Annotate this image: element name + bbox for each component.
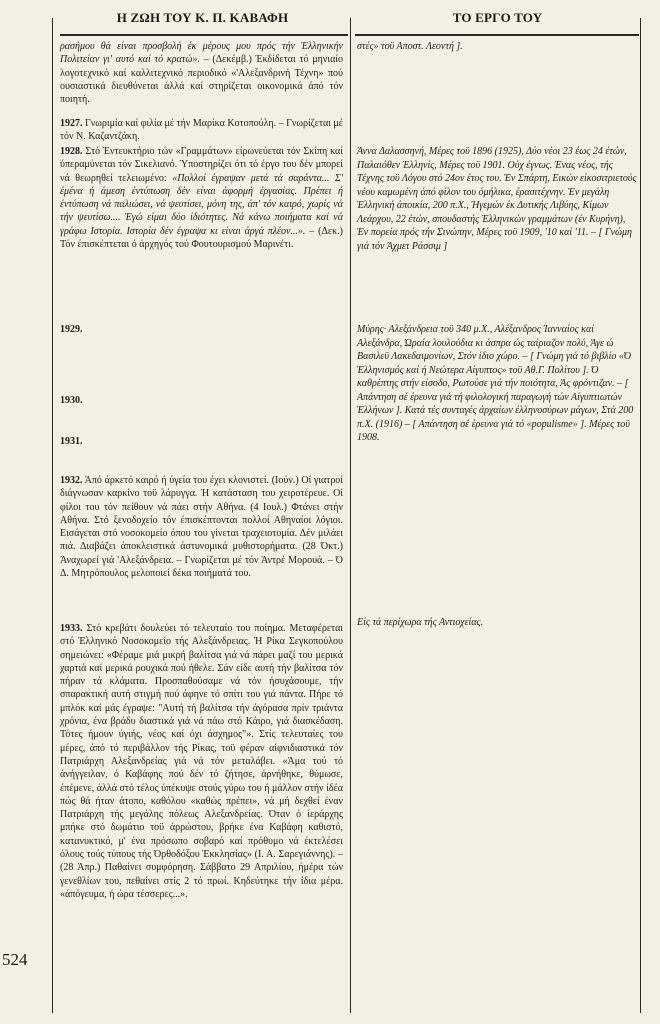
- works-text: Άννα Δαλασσηνή, Μέρες τοϋ 1896 (1925), Δύο νέοι 23 έως 24 έτών, Παλαιόθεν Έλληνίς, Μέρες τοϋ 1901. Ούχ έγνως. Ένας νέος, τής Τέχνης τοϋ Λόγου στό 24ον έτος του. Έν Σπάρτη, Εικών είκοσιτριετούς νέου καμωμένη άπό φίλον του όμήλικα, έρασιτέχνην. Έν μεγάλη Έλληνική άποικία, 200 π.Χ., Ήγεμών έκ Δυτικής Λιβύης, Κίμων Λεάρχου, 22 έτών, σπουδαστής Έλληνικών γραμμάτων (έν Κυρήνη), Έν πορεία πρός τήν Σινώπην, Μέρες τοϋ 1909, '10 καί '11. – [ Γνώμη γιά τόν Άχμετ Ράσσιμ ]: [357, 146, 637, 252]
- quote-text: «Πολλοί έγραψαν μετά τά σαράντα... Σ' έμένα ή άμεση έντύπωση δέν είναι άφορμή έργασίας. Πρέπει ή έντύπωση νά παλιώσει, νά ψευτίσει, μόνη της, άπ' τόν καιρό, χωρίς νά τήν ψευτίσω.... Έγώ είμαι δύο ίδιότητες. Νά κάνω ποιήματα καί νά γράφω Ιστορία. Ιστορία δέν έγραψα κι είναι άργά πλέον...».: [60, 172, 343, 237]
- works-entry-1926-cont: [357, 40, 637, 54]
- works-entry-1928: [357, 145, 637, 253]
- works-text: Είς τά περίχωρα τής Αντιοχείας.: [357, 617, 484, 628]
- entry-text: – (Δεκέμβ.) Έκδίδεται τό μηνιαίο λογοτεχνικό καί καλλιτεχνικό περιοδικό «'Αλεξανδρινή Τέχνη» πού ουσιαστικά διευθύνεται άλλά καί στηρίζεται οικονομικά άπό τόν ποιητή.: [60, 54, 343, 106]
- year-label: 1927.: [60, 118, 83, 129]
- works-entry-1933: [357, 616, 637, 630]
- works-entry-1929: [357, 323, 637, 445]
- entry-text: Άπό άρκετό καιρό ή ύγεία του έχει κλονιστεί. (Ιούν.) Οί γιατροί διάγνωσαν καρκίνο τοϋ λάρυγγα. Ή κατάσταση του χειροτέρευε. Οί φίλοι του τόν πείθουν νά πάει στήν Αθήνα. (4 Ιουλ.) Φτάνει στήν Αθήνα. Στό ξενοδοχείο τόν έπισκέπτονται πολλοί Αθηναίοι λόγιοι. Εισάγεται στό νοσοκομείο όπου του γίνεται τραχειοτομία. Δέν μιλάει πιά. Διαβάζει άποκλειστικά άστυνομικά μυθιστορήματα. (28 Όκτ.) Άναχωρεί γιά 'Αλεξάνδρεια. – Γνωρίζεται μέ τόν Άντρέ Μορουά. – Ό Δ. Μητρόπουλος μελοποιεί δέκα ποιήματά του.: [60, 475, 343, 580]
- entry-text: – (Δεκ.) Τόν έπισκέπτεται ό άρχηγός τού Φουτουρισμού Μαρινέτι.: [60, 225, 343, 251]
- entry-text: Στό κρεβάτι δουλεύει τό τελευταίο του ποίημα. Μεταφέρεται στό Έλληνικό Νοσοκομείο τής Αλεξάνδρειας. Ή Ρίκα Σεγκοπούλου σημειώνει: «Φέραμε μιά μικρή βαλίτσα γιά νά πάρει μαζί του μερικά χαρτιά καί μερικά ρουχικά πού ήθελε. Σάν είδε αυτή τήν βαλίτσα τόν πήραν τά κλάματα. Προσπαθούσαμε νά τόν ήσυχάσουμε, τήν σπαρακτική αυτή στιγμή πού άφηνε τό σπίτι του γιά πάντα. Πήρε τό μπλόκ καί μάς έγραψε: "Αυτή τή βαλίτσα τήν άγόρασα πρίν τριάντα χρόνια, ένα βράδυ διαστικά γιά νά πάω στό Κάιρο, γιά διασκέδαση. Τότες ήμουν ύγιής, νέος καί όχι άσχημος"». Στίς τελευταίες του μέρες, άπό τό περιβάλλον τής Ρίκας, τοϋ φέραν αίφνιδιαστικά τόν Πατριάρχη Αλεξανδρείας γιά νά τόν μεταλάβει. «Άμα τού τό άνήγγειλαν, ό Καβάφης πού δέν τό ζήτησε, άρνήθηκε, θύμωσε, έπέμενε, άλλά στό τέλος ύπέκυψε στούς γύρω του ή μάλλον στήν ίδέα πώς θά ήταν άτοπο, καθόλου «καθώς πρέπει», νά μή δεχθεί έναν Πατριάρχη τής μεγάλης πόλεως Αλεξανδρείας. Όταν ό ίεράρχης μπήκε στό δωμάτιο τοϋ άρρώστου, βρήκε ένα Καβάφη καθιστό, κατανυκτικό, μ' ένα πρόσωπο σοβαρό καί πρόθυμο νά έκτελέσει όλους τούς τύπους τής Όρθοδόξου Έκκλησίας» (Ι. Α. Σαρεγιάννης). – (28 Άπρ.) Παθαίνει συμφόρηση. Σάββατο 29 Απριλίου, ήμέρα τών γενεθλίων του, πεθαίνει στίς 2 τό πρωί. Κηδεύτηκε τήν ίδια μέρα. «άπόγευμα, ή ώρα τέσσερες...».: [60, 623, 343, 900]
- header-rule-right: [355, 34, 639, 36]
- bio-entry-1926-cont: [60, 40, 343, 106]
- header-rule-left: [60, 34, 348, 36]
- running-head-left: Η ΖΩΗ ΤΟΥ Κ. Π. ΚΑΒΑΦΗ: [116, 10, 289, 25]
- bio-entry-1930: [60, 394, 343, 407]
- bio-entry-1932: [60, 474, 343, 580]
- year-label: 1932.: [60, 475, 83, 486]
- year-label: 1933.: [60, 623, 83, 634]
- bio-entry-1927: [60, 117, 343, 144]
- bio-entry-1933: [60, 622, 343, 901]
- year-label: 1928.: [60, 146, 83, 157]
- year-label: 1931.: [60, 436, 83, 447]
- year-label: 1929.: [60, 324, 83, 335]
- works-text: στές» τοϋ Αποστ. Λεοντή ].: [357, 41, 463, 52]
- bio-entry-1931: [60, 435, 343, 448]
- column-rule-right: [640, 18, 641, 1013]
- bio-entry-1929: [60, 323, 343, 336]
- column-rule-left: [52, 18, 53, 1013]
- entry-text: Στό Έντευκτήριο τών «Γραμμάτων» είρωνεύεται τόν Σκίπη καί ύπεραμύνεται τόν Σικελιανό. Ύποστηρίζει ότι τό έργο του δέν μπορεί νά θεωρηθεί τελειωμένο:: [60, 146, 343, 184]
- works-text: Μύρης· Αλεξάνδρεια τοϋ 340 μ.Χ., Αλέξανδρος Ίανναίος καί Αλεξάνδρα, Ώραία λουλούδια κι άσπρα ώς ταίριαζον πολύ, Άγε ώ Βασιλεϋ Λακεδαιμονίων, Στόν ίδιο χώρο. – [ Γνώμη γιά τό βιβλίο «Ό Έλληνισμός καί ή Νεώτερα Αίγυπτος» τοϋ Αθ.Γ. Πολίτου ]. Ό καθρέπτης στήν είσοδο, Ρωτούσε γιά τήν ποιότητα, Άς φρόντιζαν. – [ Απάντηση σέ έρευνα γιά τή φιλολογική παραγωγή τών Αίγυπτιωτών Έλλήνων ]. Κατά τές συνταγές άρχαίων έλληνοσύρων μάγων, Στά 200 π.Χ. (1916) – [ Απάντηση σέ έρευνα γιά τό «populisme» ]. Μέρες τοϋ 1908.: [357, 324, 634, 443]
- bio-entry-1928: [60, 145, 343, 251]
- page-number: 524: [2, 950, 28, 969]
- quote-text: ρασήμου θά είναι προσβολή έκ μέρους μου πρός τήν Έλληνικήν Πολιτείαν γι' αυτό καί τό κρατώ».: [60, 41, 343, 66]
- running-head-right: ΤΟ ΕΡΓΟ ΤΟΥ: [452, 10, 543, 25]
- entry-text: Γνωριμία καί φιλία μέ τήν Μαρίκα Κοτοπούλη. – Γνωρίζεται μέ τόν Ν. Καζαντζάκη.: [60, 118, 343, 143]
- year-label: 1930.: [60, 395, 83, 406]
- column-rule-middle: [350, 18, 351, 1013]
